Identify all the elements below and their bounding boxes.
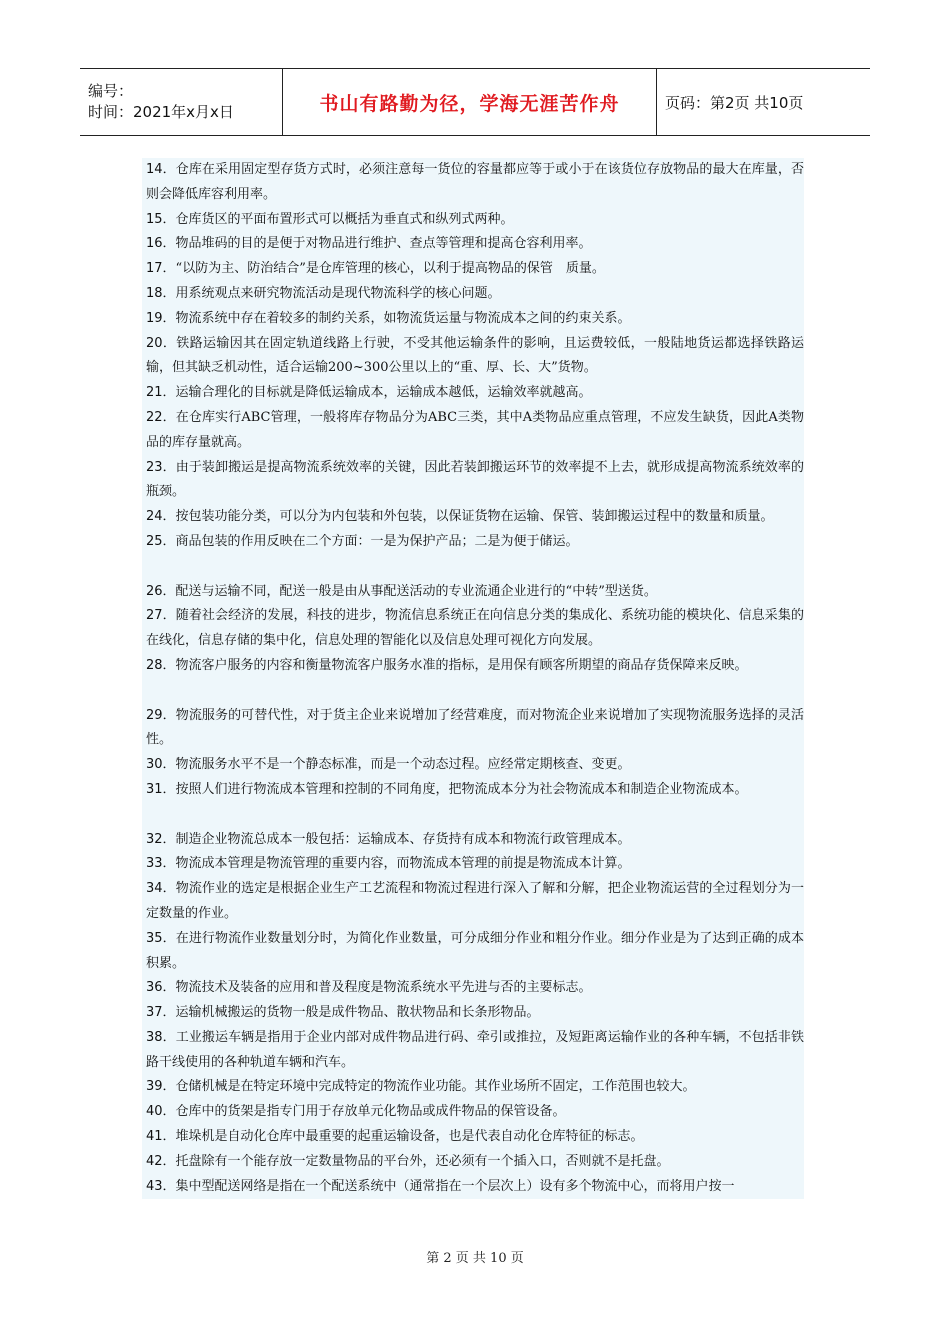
item-number: 21． <box>146 385 176 401</box>
list-item <box>142 282 804 307</box>
item-number: 23． <box>146 459 176 475</box>
list-item <box>142 1125 804 1150</box>
item-number: 26． <box>146 583 176 599</box>
item-number: 16． <box>146 236 176 252</box>
item-text: 集中型配送网络是指在一个配送系统中（通常指在一个层次上）设有多个物流中心，而将用户按一 <box>175 1178 735 1194</box>
item-text: 在进行物流作业数量划分时，为简化作业数量，可分成细分作业和粗分作业。细分作业是为了达到正确的成本积累。 <box>146 930 804 971</box>
item-text: 用系统观点来研究物流活动是现代物流科学的核心问题。 <box>175 285 501 301</box>
item-text: 按包装功能分类，可以分为内包装和外包装，以保证货物在运输、保管、装卸搬运过程中的数量和质量。 <box>175 509 774 525</box>
header-page-info-cell <box>657 69 870 135</box>
header-page-info: 页码：第2页 共10页 <box>665 93 804 112</box>
item-text: 物流作业的选定是根据企业生产工艺流程和物流过程进行深入了解和分解，把企业物流运营的全过程划分为一定数量的作业。 <box>146 881 804 921</box>
item-text: 按照人们进行物流成本管理和控制的不同角度，把物流成本分为社会物流成本和制造企业物流成本。 <box>175 781 748 797</box>
list-item <box>142 232 804 257</box>
item-number: 29． <box>146 707 176 723</box>
list-item <box>142 257 804 282</box>
item-number: 42． <box>146 1153 176 1169</box>
list-item <box>142 530 804 555</box>
list-item <box>142 1175 804 1200</box>
item-text: 物流客户服务的内容和衡量物流客户服务水准的指标，是用保有顾客所期望的商品存货保障来反映。 <box>175 657 748 673</box>
list-item <box>142 877 804 927</box>
item-text: 铁路运输因其在固定轨道线路上行驶，不受其他运输条件的影响，且运费较低，一般陆地货运都选择铁路运输，但其缺乏机动性，适合运输200~300公里以上的“重、厚、长、大”货物。 <box>146 335 804 376</box>
item-text: 在仓库实行ABC管理，一般将库存物品分为ABC三类，其中A类物品应重点管理，不应发生缺货，因此A类物品的库存量就高。 <box>146 409 804 450</box>
item-text: 制造企业物流总成本一般包括：运输成本、存货持有成本和物流行政管理成本。 <box>175 831 631 847</box>
list-item <box>142 604 804 654</box>
item-text: 物品堆码的目的是便于对物品进行维护、查点等管理和提高仓容利用率。 <box>175 236 592 252</box>
list-item <box>142 332 804 382</box>
list-item <box>142 505 804 530</box>
item-number: 17． <box>146 261 176 277</box>
list-item <box>142 704 804 754</box>
list-item <box>142 580 804 605</box>
list-item <box>142 927 804 977</box>
item-number: 24． <box>146 509 176 525</box>
item-number: 20． <box>146 335 177 351</box>
item-text: 商品包装的作用反映在二个方面：一是为保护产品；二是为便于储运。 <box>175 533 579 549</box>
item-number: 41． <box>146 1129 176 1145</box>
item-text: 仓储机械是在特定环境中完成特定的物流作业功能。其作业场所不固定，工作范围也较大。 <box>175 1079 696 1095</box>
item-number: 33． <box>146 856 176 872</box>
list-item <box>142 1001 804 1026</box>
document-number-label: 编号： <box>88 82 134 100</box>
list-item <box>142 778 804 803</box>
item-number: 43． <box>146 1178 176 1194</box>
item-number: 36． <box>146 980 176 996</box>
list-item <box>142 753 804 778</box>
item-number: 15． <box>146 211 176 227</box>
item-number: 18． <box>146 285 176 301</box>
item-text: 随着社会经济的发展，科技的进步，物流信息系统正在向信息分类的集成化、系统功能的模块化、信息采集的在线化，信息存储的集中化，信息处理的智能化以及信息处理可视化方向发展。 <box>146 608 804 649</box>
item-number: 39． <box>146 1079 176 1095</box>
item-number: 34． <box>146 881 176 897</box>
list-item <box>142 406 804 456</box>
item-text: 物流服务水平不是一个静态标准，而是一个动态过程。应经常定期核查、变更。 <box>175 757 631 773</box>
item-text: 仓库货区的平面布置形式可以概括为垂直式和纵列式两种。 <box>175 211 514 227</box>
item-text: 运输机械搬运的货物一般是成件物品、散状物品和长条形物品。 <box>175 1005 540 1021</box>
list-item <box>142 208 804 233</box>
list-item <box>142 1150 804 1175</box>
list-item <box>142 158 804 208</box>
item-number: 40． <box>146 1104 176 1120</box>
item-text: 运输合理化的目标就是降低运输成本，运输成本越低，运输效率就越高。 <box>175 385 592 401</box>
item-text: 仓库中的货架是指专门用于存放单元化物品或成件物品的保管设备。 <box>175 1104 566 1120</box>
item-text: 物流成本管理是物流管理的重要内容，而物流成本管理的前提是物流成本计算。 <box>175 856 631 872</box>
item-number: 27． <box>146 608 176 624</box>
list-item <box>142 1100 804 1125</box>
item-number: 38． <box>146 1029 176 1045</box>
item-text: 仓库在采用固定型存货方式时，必须注意每一货位的容量都应等于或小于在该货位存放物品的最大在库量，否则会降低库容利用率。 <box>146 162 804 202</box>
item-number: 14． <box>146 162 176 177</box>
item-text: 由于装卸搬运是提高物流系统效率的关键，因此若装卸搬运环节的效率提不上去，就形成提高物流系统效率的瓶颈。 <box>146 459 804 500</box>
item-text: 配送与运输不同，配送一般是由从事配送活动的专业流通企业进行的“中转”型送货。 <box>175 583 657 599</box>
item-number: 37． <box>146 1005 176 1021</box>
page-footer: 第 2 页 共 10 页 <box>426 1251 524 1266</box>
item-text: 物流系统中存在着较多的制约关系，如物流货运量与物流成本之间的约束关系。 <box>175 310 631 326</box>
item-number: 19． <box>146 310 176 326</box>
item-number: 31． <box>146 781 176 797</box>
document-date: 时间：2021年x月x日 <box>88 103 234 121</box>
list-item <box>142 1026 804 1076</box>
item-text: 堆垛机是自动化仓库中最重要的起重运输设备，也是代表自动化仓库特征的标志。 <box>175 1129 644 1145</box>
item-text: “以防为主、防治结合”是仓库管理的核心，以利于提高物品的保管 质量。 <box>175 261 605 277</box>
item-text: 工业搬运车辆是指用于企业内部对成件物品进行码、牵引或推拉，及短距离运输作业的各种车辆，不包括非铁路干线使用的各种轨道车辆和汽车。 <box>146 1029 804 1070</box>
item-number: 30． <box>146 757 176 773</box>
item-number: 22． <box>146 409 176 425</box>
list-item <box>142 976 804 1001</box>
item-text: 物流服务的可替代性，对于货主企业来说增加了经营难度，而对物流企业来说增加了实现物流服务选择的灵活性。 <box>146 707 804 748</box>
item-number: 28． <box>146 657 176 673</box>
item-text: 托盘除有一个能存放一定数量物品的平台外，还必须有一个插入口，否则就不是托盘。 <box>175 1153 670 1169</box>
item-text: 物流技术及装备的应用和普及程度是物流系统水平先进与否的主要标志。 <box>175 980 592 996</box>
item-number: 32． <box>146 831 176 847</box>
header-meta <box>80 69 282 135</box>
list-item <box>142 456 804 506</box>
list-item <box>142 828 804 853</box>
item-number: 35． <box>146 930 176 946</box>
item-number: 25． <box>146 533 176 549</box>
header-motto-cell <box>282 69 657 135</box>
list-item <box>142 852 804 877</box>
header-motto: 书山有路勤为径，学海无涯苦作舟 <box>319 92 620 115</box>
list-item <box>142 307 804 332</box>
question-list <box>142 158 804 1199</box>
list-item <box>142 1075 804 1100</box>
page-header <box>80 68 870 136</box>
list-item <box>142 654 804 679</box>
list-item <box>142 381 804 406</box>
